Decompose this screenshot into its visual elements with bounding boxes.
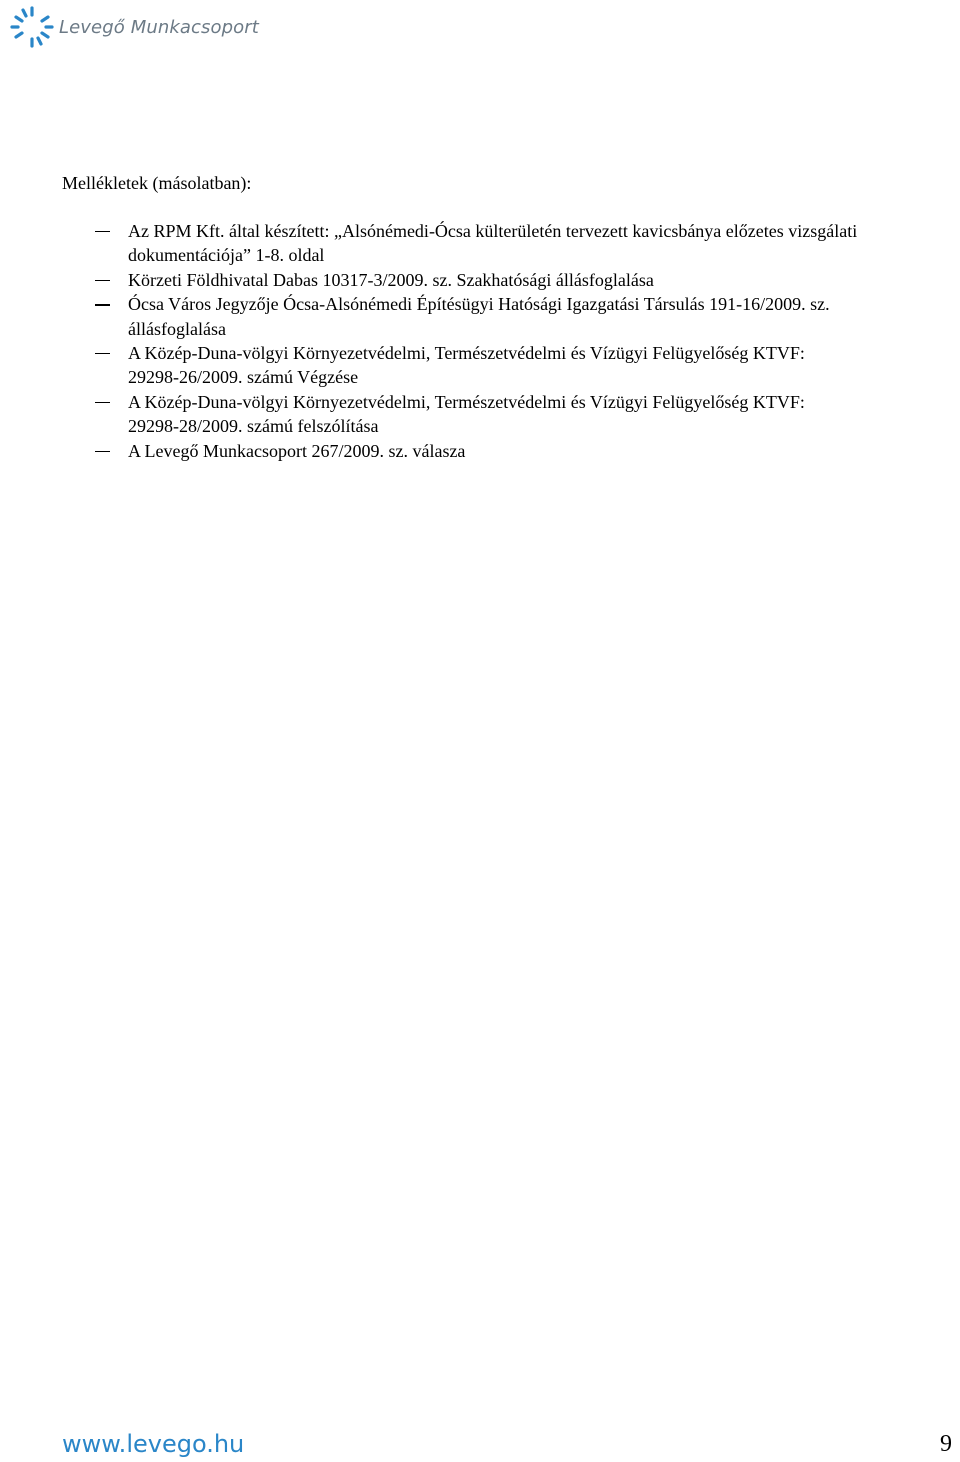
list-item [95, 219, 960, 268]
list-item-line: Ócsa Város Jegyzője Ócsa-Alsónémedi Építésügyi Hatósági Igazgatási Társulás 191-16/2009. sz. [128, 294, 830, 315]
list-item-line: 29298-26/2009. számú Végzése [128, 367, 359, 388]
dash-bullet-icon [95, 451, 110, 452]
logo-text: Levegő Munkacsoport [59, 16, 259, 38]
list-item-line: Az RPM Kft. által készített: „Alsónémedi-Ócsa külterületén tervezett kavicsbánya előzetes vizsgálati [128, 221, 858, 241]
header-logo [8, 4, 259, 50]
dash-bullet-icon [95, 280, 110, 281]
list-item-line: 29298-28/2009. számú felszólítása [128, 416, 379, 437]
list-item-line: dokumentációja” 1-8. oldal [128, 245, 325, 266]
list-item [95, 341, 960, 390]
list-item [95, 390, 960, 439]
dash-bullet-icon [95, 402, 110, 403]
list-item [95, 292, 960, 341]
list-item-line: A Levegő Munkacsoport 267/2009. sz. válasza [128, 440, 466, 461]
page-number: 9 [940, 1431, 952, 1457]
list-item-line: Körzeti Földhivatal Dabas 10317-3/2009. sz. Szakhatósági állásfoglalása [128, 269, 654, 290]
footer-website-link[interactable]: www.levego.hu [62, 1430, 245, 1458]
annex-list [95, 219, 960, 463]
list-item-line: állásfoglalása [128, 318, 226, 339]
dash-bullet-icon [95, 231, 110, 232]
list-item [95, 439, 960, 463]
annexes-title: Mellékletek (másolatban): [62, 173, 252, 193]
list-item [95, 268, 960, 292]
list-item-line: A Közép-Duna-völgyi Környezetvédelmi, Természetvédelmi és Vízügyi Felügyelőség KTVF: [128, 391, 805, 412]
dash-bullet-icon [95, 353, 110, 354]
list-item-line: A Közép-Duna-völgyi Környezetvédelmi, Természetvédelmi és Vízügyi Felügyelőség KTVF: [128, 343, 805, 364]
dash-bullet-icon [95, 304, 110, 305]
snowflake-burst-icon [8, 4, 56, 50]
